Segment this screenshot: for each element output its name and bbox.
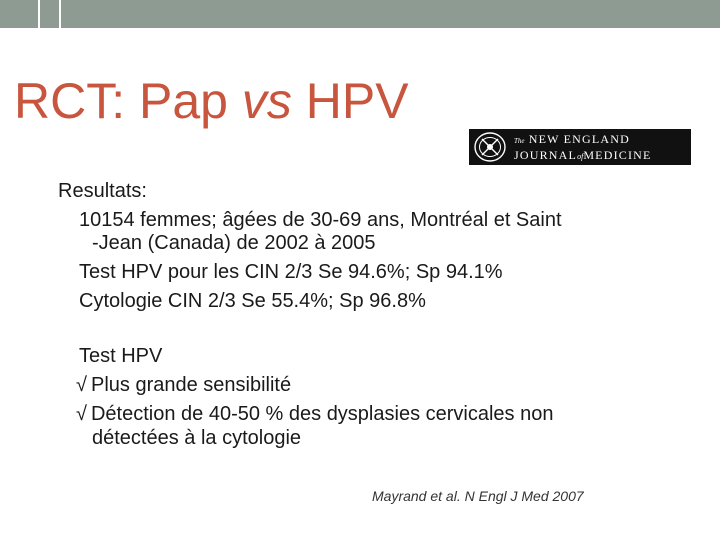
top-bar-divider bbox=[59, 0, 61, 28]
nejm-logo bbox=[469, 129, 691, 165]
title-suffix: HPV bbox=[291, 73, 409, 129]
hpv-point-text: Détection de 40-50 % des dysplasies cervicales non bbox=[90, 403, 554, 425]
hpv-point bbox=[76, 404, 553, 424]
check-icon: √ bbox=[76, 374, 87, 396]
title-prefix: RCT: Pap bbox=[14, 73, 242, 129]
nejm-line1 bbox=[514, 132, 630, 148]
nejm-of: of bbox=[577, 152, 584, 161]
nejm-medicine: MEDICINE bbox=[583, 148, 652, 162]
results-line: Cytologie CIN 2/3 Se 55.4%; Sp 96.8% bbox=[79, 290, 426, 312]
nejm-journal: JOURNAL bbox=[514, 148, 578, 162]
top-bar bbox=[0, 0, 720, 28]
check-icon: √ bbox=[76, 403, 87, 425]
nejm-seal-icon bbox=[473, 131, 507, 163]
slide-title bbox=[14, 73, 409, 129]
nejm-new-england: NEW ENGLAND bbox=[528, 132, 630, 146]
nejm-line2 bbox=[514, 148, 652, 164]
results-line: 10154 femmes; âgées de 30-69 ans, Montréal et Saint bbox=[79, 209, 562, 231]
title-italic: vs bbox=[241, 73, 292, 129]
results-heading: Resultats: bbox=[58, 180, 147, 202]
nejm-the: The bbox=[514, 137, 525, 145]
citation: Mayrand et al. N Engl J Med 2007 bbox=[372, 488, 584, 504]
hpv-point-continuation: détectées à la cytologie bbox=[92, 427, 302, 449]
results-line: -Jean (Canada) de 2002 à 2005 bbox=[92, 232, 376, 254]
hpv-point-text: Plus grande sensibilité bbox=[90, 374, 292, 396]
hpv-heading: Test HPV bbox=[79, 345, 163, 367]
results-line: Test HPV pour les CIN 2/3 Se 94.6%; Sp 94.1% bbox=[79, 261, 503, 283]
hpv-point bbox=[76, 375, 291, 395]
top-bar-divider bbox=[38, 0, 40, 28]
